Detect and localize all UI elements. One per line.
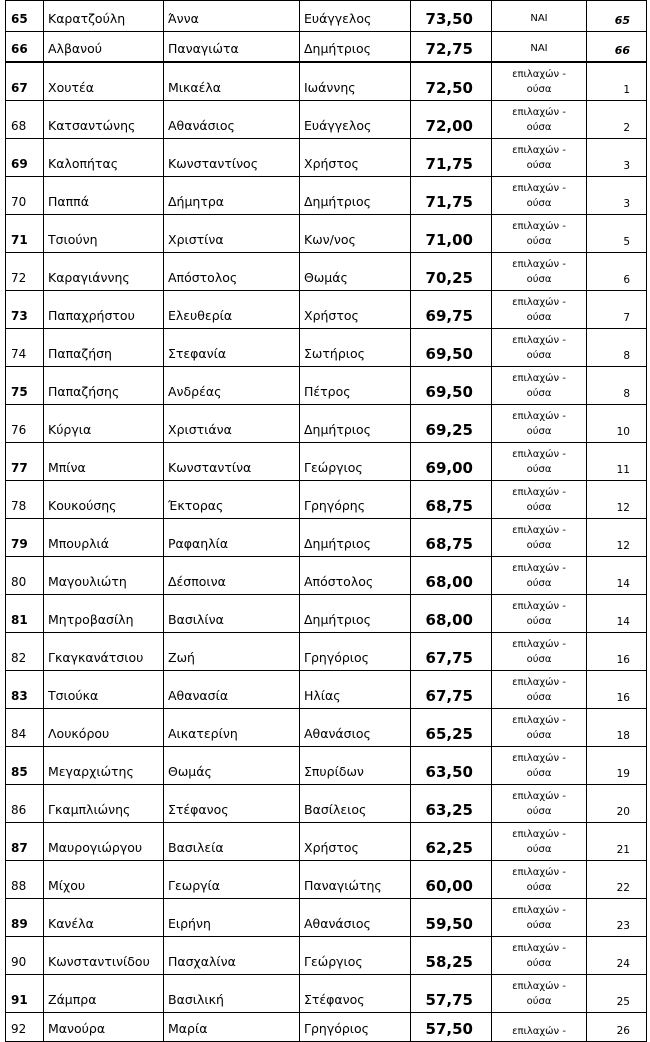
first-name-cell: Χριστιάνα	[164, 405, 300, 443]
status-line-1: επιλαχών -	[512, 562, 566, 574]
status-line-1: ΝΑΙ	[530, 13, 548, 24]
father-name-cell: Γρηγόρης	[300, 481, 411, 519]
father-name-cell: Στέφανος	[300, 975, 411, 1013]
status-line-1: επιλαχών -	[512, 1026, 566, 1037]
status-cell	[492, 671, 587, 709]
rank-cell: 24	[587, 937, 647, 975]
status-line-2: ούσα	[526, 463, 552, 475]
row-number: 67	[6, 62, 44, 101]
surname-cell: Ζάμπρα	[44, 975, 164, 1013]
rank-cell: 3	[587, 139, 647, 177]
father-name-cell: Ευάγγελος	[300, 1, 411, 32]
first-name-cell: Έκτορας	[164, 481, 300, 519]
table-row	[6, 747, 647, 785]
status-line-1: επιλαχών -	[512, 334, 566, 346]
table-row	[6, 823, 647, 861]
status-line-2: ούσα	[526, 729, 552, 741]
father-name-cell: Δημήτριος	[300, 405, 411, 443]
score-cell: 62,25	[411, 823, 492, 861]
rank-cell: 66	[587, 32, 647, 63]
status-line-2: ούσα	[526, 539, 552, 551]
score-cell: 69,75	[411, 291, 492, 329]
status-line-1: επιλαχών -	[512, 220, 566, 232]
rank-cell: 18	[587, 709, 647, 747]
first-name-cell: Χριστίνα	[164, 215, 300, 253]
score-cell: 60,00	[411, 861, 492, 899]
row-number: 68	[6, 101, 44, 139]
table-row	[6, 177, 647, 215]
status-cell	[492, 1013, 587, 1042]
score-cell: 68,75	[411, 519, 492, 557]
first-name-cell: Αθανασία	[164, 671, 300, 709]
score-cell: 73,50	[411, 1, 492, 32]
table-row	[6, 481, 647, 519]
status-line-2: ούσα	[526, 235, 552, 247]
father-name-cell: Δημήτριος	[300, 519, 411, 557]
rank-cell: 11	[587, 443, 647, 481]
surname-cell: Μαυρογιώργου	[44, 823, 164, 861]
father-name-cell: Γεώργιος	[300, 937, 411, 975]
status-line-1: επιλαχών -	[512, 600, 566, 612]
father-name-cell: Σωτήριος	[300, 329, 411, 367]
status-line-2: ούσα	[526, 349, 552, 361]
status-line-1: επιλαχών -	[512, 68, 566, 80]
status-cell	[492, 405, 587, 443]
status-line-2: ούσα	[526, 197, 552, 209]
status-cell	[492, 329, 587, 367]
status-line-2: ούσα	[526, 957, 552, 969]
rank-cell: 8	[587, 367, 647, 405]
status-cell	[492, 443, 587, 481]
status-line-2: ούσα	[526, 121, 552, 133]
status-line-2: ούσα	[526, 919, 552, 931]
rank-cell: 22	[587, 861, 647, 899]
rank-cell: 16	[587, 633, 647, 671]
row-number: 78	[6, 481, 44, 519]
score-cell: 65,25	[411, 709, 492, 747]
first-name-cell: Θωμάς	[164, 747, 300, 785]
first-name-cell: Βασιλεία	[164, 823, 300, 861]
status-cell	[492, 291, 587, 329]
rank-cell: 19	[587, 747, 647, 785]
father-name-cell: Πέτρος	[300, 367, 411, 405]
father-name-cell: Σπυρίδων	[300, 747, 411, 785]
rank-cell: 14	[587, 557, 647, 595]
rank-cell: 26	[587, 1013, 647, 1042]
rank-cell: 10	[587, 405, 647, 443]
surname-cell: Μπουρλιά	[44, 519, 164, 557]
status-line-1: επιλαχών -	[512, 790, 566, 802]
surname-cell: Μεγαρχιώτης	[44, 747, 164, 785]
row-number: 82	[6, 633, 44, 671]
status-line-2: ούσα	[526, 501, 552, 513]
father-name-cell: Ιωάννης	[300, 62, 411, 101]
score-cell: 57,75	[411, 975, 492, 1013]
first-name-cell: Στεφανία	[164, 329, 300, 367]
status-line-2: ούσα	[526, 159, 552, 171]
surname-cell: Γκαγκανάτσιου	[44, 633, 164, 671]
status-cell	[492, 785, 587, 823]
status-line-2: ούσα	[526, 843, 552, 855]
row-number: 92	[6, 1013, 44, 1042]
rank-cell: 3	[587, 177, 647, 215]
score-cell: 57,50	[411, 1013, 492, 1042]
father-name-cell: Γεώργιος	[300, 443, 411, 481]
score-cell: 63,25	[411, 785, 492, 823]
row-number: 72	[6, 253, 44, 291]
rank-cell: 1	[587, 62, 647, 101]
surname-cell: Καραγιάννης	[44, 253, 164, 291]
status-line-2: ούσα	[526, 311, 552, 323]
first-name-cell: Βασιλίνα	[164, 595, 300, 633]
status-line-1: επιλαχών -	[512, 258, 566, 270]
surname-cell: Κανέλα	[44, 899, 164, 937]
rank-cell: 7	[587, 291, 647, 329]
row-number: 80	[6, 557, 44, 595]
status-line-1: επιλαχών -	[512, 752, 566, 764]
table-row	[6, 937, 647, 975]
rank-cell: 65	[587, 1, 647, 32]
status-cell	[492, 937, 587, 975]
first-name-cell: Άννα	[164, 1, 300, 32]
status-line-2: ούσα	[526, 425, 552, 437]
first-name-cell: Ειρήνη	[164, 899, 300, 937]
status-cell	[492, 633, 587, 671]
surname-cell: Κωνσταντινίδου	[44, 937, 164, 975]
row-number: 66	[6, 32, 44, 63]
surname-cell: Μαγουλιώτη	[44, 557, 164, 595]
status-line-2: ούσα	[526, 881, 552, 893]
surname-cell: Παπαζήσης	[44, 367, 164, 405]
surname-cell: Καλοπήτας	[44, 139, 164, 177]
score-cell: 68,00	[411, 557, 492, 595]
father-name-cell: Δημήτριος	[300, 177, 411, 215]
father-name-cell: Θωμάς	[300, 253, 411, 291]
father-name-cell: Παναγιώτης	[300, 861, 411, 899]
first-name-cell: Δήμητρα	[164, 177, 300, 215]
score-cell: 69,25	[411, 405, 492, 443]
status-line-2: ούσα	[526, 387, 552, 399]
row-number: 74	[6, 329, 44, 367]
table-row	[6, 443, 647, 481]
table-row	[6, 329, 647, 367]
score-cell: 58,25	[411, 937, 492, 975]
table-row	[6, 62, 647, 101]
table-row	[6, 367, 647, 405]
status-line-2: ούσα	[526, 653, 552, 665]
results-table-body	[6, 1, 647, 1042]
surname-cell: Παπαχρήστου	[44, 291, 164, 329]
surname-cell: Μανούρα	[44, 1013, 164, 1042]
table-row	[6, 519, 647, 557]
status-line-2: ούσα	[526, 805, 552, 817]
first-name-cell: Δέσποινα	[164, 557, 300, 595]
status-line-1: επιλαχών -	[512, 942, 566, 954]
status-line-2: ούσα	[526, 995, 552, 1007]
score-cell: 69,50	[411, 367, 492, 405]
status-line-1: επιλαχών -	[512, 980, 566, 992]
status-line-1: επιλαχών -	[512, 410, 566, 422]
score-cell: 69,50	[411, 329, 492, 367]
row-number: 81	[6, 595, 44, 633]
father-name-cell: Βασίλειος	[300, 785, 411, 823]
father-name-cell: Αθανάσιος	[300, 899, 411, 937]
rank-cell: 8	[587, 329, 647, 367]
table-row	[6, 595, 647, 633]
table-row	[6, 291, 647, 329]
row-number: 65	[6, 1, 44, 32]
first-name-cell: Αικατερίνη	[164, 709, 300, 747]
status-line-1: επιλαχών -	[512, 714, 566, 726]
table-row	[6, 975, 647, 1013]
status-line-1: επιλαχών -	[512, 448, 566, 460]
first-name-cell: Μικαέλα	[164, 62, 300, 101]
surname-cell: Κουκούσης	[44, 481, 164, 519]
row-number: 88	[6, 861, 44, 899]
rank-cell: 5	[587, 215, 647, 253]
status-line-1: επιλαχών -	[512, 144, 566, 156]
status-line-1: επιλαχών -	[512, 904, 566, 916]
first-name-cell: Ραφαηλία	[164, 519, 300, 557]
row-number: 71	[6, 215, 44, 253]
row-number: 84	[6, 709, 44, 747]
status-line-2: ούσα	[526, 83, 552, 95]
score-cell: 72,00	[411, 101, 492, 139]
father-name-cell: Χρήστος	[300, 291, 411, 329]
status-cell	[492, 975, 587, 1013]
row-number: 89	[6, 899, 44, 937]
father-name-cell: Χρήστος	[300, 139, 411, 177]
first-name-cell: Κωνσταντίνα	[164, 443, 300, 481]
father-name-cell: Χρήστος	[300, 823, 411, 861]
surname-cell: Γκαμπλιώνης	[44, 785, 164, 823]
status-line-1: επιλαχών -	[512, 638, 566, 650]
status-cell	[492, 32, 587, 63]
table-row	[6, 671, 647, 709]
father-name-cell: Δημήτριος	[300, 32, 411, 63]
table-row	[6, 709, 647, 747]
row-number: 69	[6, 139, 44, 177]
score-cell: 72,75	[411, 32, 492, 63]
score-cell: 71,00	[411, 215, 492, 253]
row-number: 85	[6, 747, 44, 785]
status-cell	[492, 101, 587, 139]
table-row	[6, 101, 647, 139]
row-number: 70	[6, 177, 44, 215]
score-cell: 71,75	[411, 139, 492, 177]
first-name-cell: Πασχαλίνα	[164, 937, 300, 975]
father-name-cell: Αθανάσιος	[300, 709, 411, 747]
rank-cell: 6	[587, 253, 647, 291]
surname-cell: Λουκόρου	[44, 709, 164, 747]
score-cell: 59,50	[411, 899, 492, 937]
status-cell	[492, 747, 587, 785]
surname-cell: Τσιούκα	[44, 671, 164, 709]
status-cell	[492, 595, 587, 633]
rank-cell: 21	[587, 823, 647, 861]
row-number: 86	[6, 785, 44, 823]
first-name-cell: Βασιλική	[164, 975, 300, 1013]
rank-cell: 23	[587, 899, 647, 937]
table-row	[6, 405, 647, 443]
first-name-cell: Ζωή	[164, 633, 300, 671]
rank-cell: 12	[587, 519, 647, 557]
status-cell	[492, 1, 587, 32]
father-name-cell: Απόστολος	[300, 557, 411, 595]
rank-cell: 16	[587, 671, 647, 709]
first-name-cell: Κωνσταντίνος	[164, 139, 300, 177]
surname-cell: Μητροβασίλη	[44, 595, 164, 633]
score-cell: 72,50	[411, 62, 492, 101]
table-row	[6, 861, 647, 899]
rank-cell: 14	[587, 595, 647, 633]
father-name-cell: Ευάγγελος	[300, 101, 411, 139]
surname-cell: Μίχου	[44, 861, 164, 899]
father-name-cell: Γρηγόριος	[300, 1013, 411, 1042]
rank-cell: 12	[587, 481, 647, 519]
status-line-1: επιλαχών -	[512, 828, 566, 840]
status-cell	[492, 861, 587, 899]
table-row	[6, 1, 647, 32]
father-name-cell: Δημήτριος	[300, 595, 411, 633]
status-line-1: επιλαχών -	[512, 106, 566, 118]
father-name-cell: Γρηγόριος	[300, 633, 411, 671]
surname-cell: Παπαζήση	[44, 329, 164, 367]
row-number: 73	[6, 291, 44, 329]
status-line-1: επιλαχών -	[512, 676, 566, 688]
status-line-1: ΝΑΙ	[530, 43, 548, 54]
table-row	[6, 899, 647, 937]
first-name-cell: Ανδρέας	[164, 367, 300, 405]
score-cell: 69,00	[411, 443, 492, 481]
status-cell	[492, 557, 587, 595]
first-name-cell: Μαρία	[164, 1013, 300, 1042]
first-name-cell: Ελευθερία	[164, 291, 300, 329]
table-row	[6, 785, 647, 823]
first-name-cell: Απόστολος	[164, 253, 300, 291]
score-cell: 71,75	[411, 177, 492, 215]
rank-cell: 20	[587, 785, 647, 823]
status-line-2: ούσα	[526, 273, 552, 285]
score-cell: 63,50	[411, 747, 492, 785]
surname-cell: Αλβανού	[44, 32, 164, 63]
status-line-2: ούσα	[526, 767, 552, 779]
row-number: 77	[6, 443, 44, 481]
status-cell	[492, 62, 587, 101]
surname-cell: Παππά	[44, 177, 164, 215]
row-number: 91	[6, 975, 44, 1013]
surname-cell: Χουτέα	[44, 62, 164, 101]
first-name-cell: Στέφανος	[164, 785, 300, 823]
status-cell	[492, 177, 587, 215]
table-row	[6, 139, 647, 177]
table-row	[6, 1013, 647, 1042]
row-number: 75	[6, 367, 44, 405]
status-cell	[492, 253, 587, 291]
row-number: 90	[6, 937, 44, 975]
first-name-cell: Γεωργία	[164, 861, 300, 899]
status-cell	[492, 139, 587, 177]
surname-cell: Μπίνα	[44, 443, 164, 481]
surname-cell: Κύργια	[44, 405, 164, 443]
table-row	[6, 32, 647, 63]
status-line-1: επιλαχών -	[512, 296, 566, 308]
status-cell	[492, 899, 587, 937]
score-cell: 68,00	[411, 595, 492, 633]
status-line-1: επιλαχών -	[512, 372, 566, 384]
father-name-cell: Κων/νος	[300, 215, 411, 253]
table-row	[6, 557, 647, 595]
rank-cell: 25	[587, 975, 647, 1013]
score-cell: 68,75	[411, 481, 492, 519]
status-cell	[492, 709, 587, 747]
row-number: 87	[6, 823, 44, 861]
score-cell: 67,75	[411, 633, 492, 671]
status-cell	[492, 481, 587, 519]
results-table	[5, 0, 647, 1042]
table-row	[6, 215, 647, 253]
status-cell	[492, 215, 587, 253]
status-cell	[492, 823, 587, 861]
status-line-2: ούσα	[526, 577, 552, 589]
father-name-cell: Ηλίας	[300, 671, 411, 709]
status-line-1: επιλαχών -	[512, 182, 566, 194]
rank-cell: 2	[587, 101, 647, 139]
surname-cell: Κατσαντώνης	[44, 101, 164, 139]
score-cell: 70,25	[411, 253, 492, 291]
status-line-2: ούσα	[526, 691, 552, 703]
status-line-2: ούσα	[526, 615, 552, 627]
row-number: 83	[6, 671, 44, 709]
status-line-1: επιλαχών -	[512, 866, 566, 878]
surname-cell: Καρατζούλη	[44, 1, 164, 32]
score-cell: 67,75	[411, 671, 492, 709]
status-line-1: επιλαχών -	[512, 524, 566, 536]
table-row	[6, 633, 647, 671]
first-name-cell: Παναγιώτα	[164, 32, 300, 63]
row-number: 76	[6, 405, 44, 443]
table-row	[6, 253, 647, 291]
status-line-1: επιλαχών -	[512, 486, 566, 498]
surname-cell: Τσιούνη	[44, 215, 164, 253]
status-cell	[492, 519, 587, 557]
status-cell	[492, 367, 587, 405]
row-number: 79	[6, 519, 44, 557]
first-name-cell: Αθανάσιος	[164, 101, 300, 139]
